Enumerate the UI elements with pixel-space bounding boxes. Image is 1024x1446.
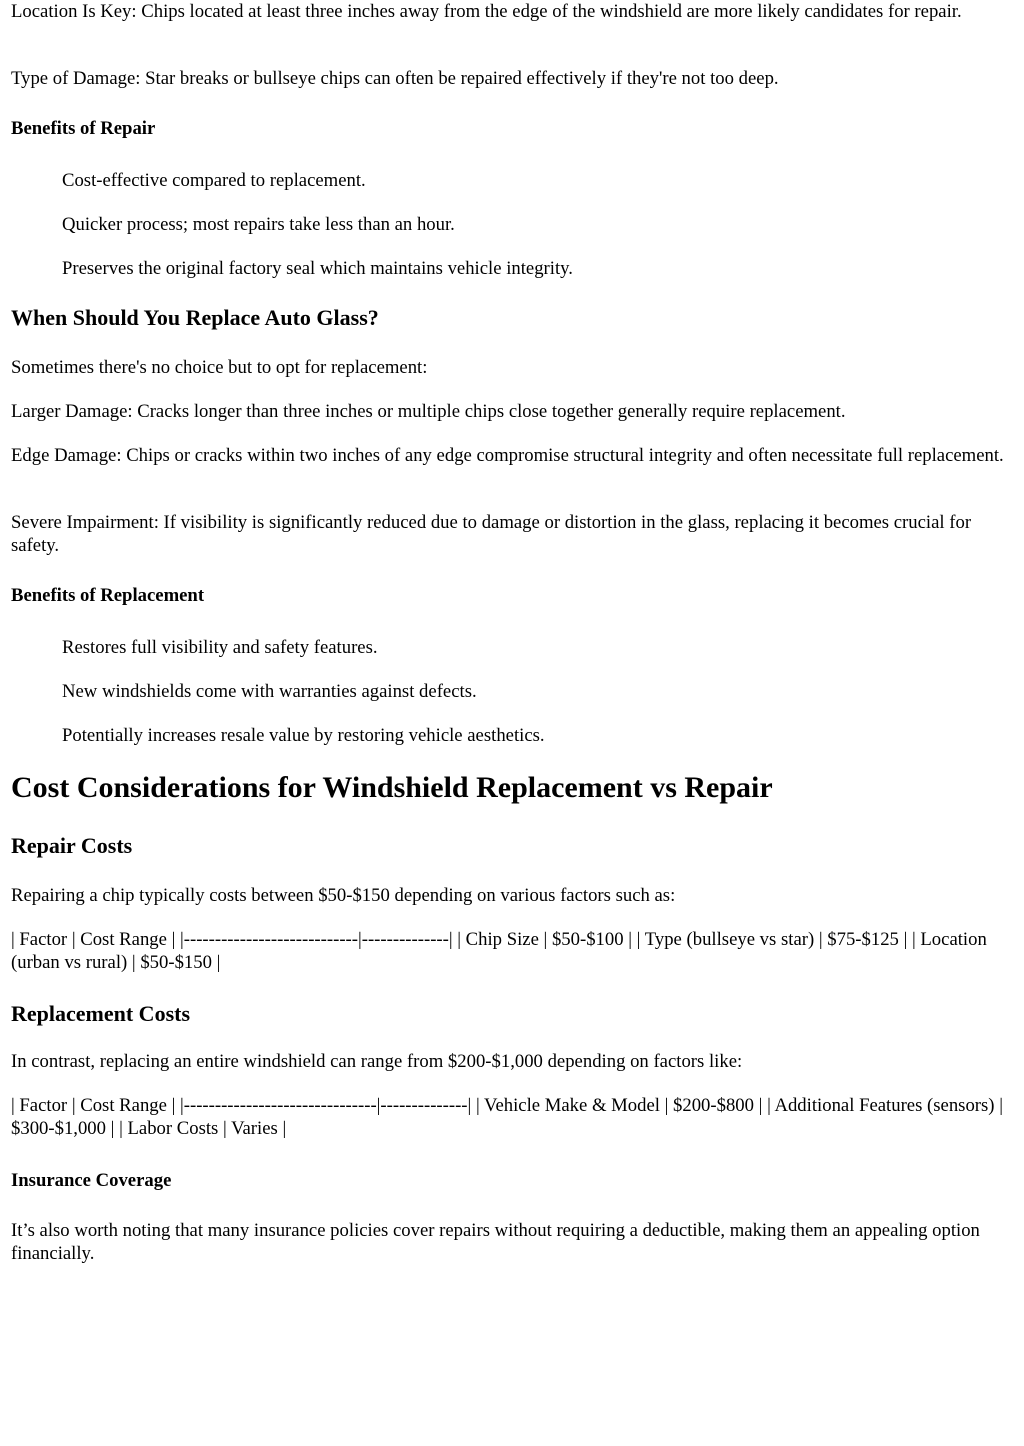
list-item-replacement-benefit: Restores full visibility and safety features. — [62, 637, 378, 658]
list-item-replacement-benefit: Potentially increases resale value by restoring vehicle aesthetics. — [62, 725, 545, 746]
heading-benefits-of-repair: Benefits of Repair — [11, 118, 156, 139]
paragraph-replacement-cost-table: | Factor | Cost Range | |-------------------------------|--------------| | Vehicle Make & Model | $200-$800 | | Additional Features (sensors) | $300-$1,000 | | Labor Costs | Varies | — [11, 1095, 1003, 1139]
heading-insurance-coverage: Insurance Coverage — [11, 1170, 172, 1191]
list-item-repair-benefit: Quicker process; most repairs take less than an hour. — [62, 214, 455, 235]
paragraph-repair-costs: Repairing a chip typically costs between $50-$150 depending on various factors such as: — [11, 885, 676, 906]
paragraph-larger-damage: Larger Damage: Cracks longer than three inches or multiple chips close together generally require replacement. — [11, 401, 846, 422]
list-item-replacement-benefit: New windshields come with warranties against defects. — [62, 681, 477, 702]
paragraph-damage-type: Type of Damage: Star breaks or bullseye chips can often be repaired effectively if they're not too deep. — [11, 68, 779, 89]
heading-replacement-costs: Replacement Costs — [11, 1001, 191, 1026]
paragraph-insurance: It’s also worth noting that many insurance policies cover repairs without requiring a deductible, making them an appealing option financially. — [11, 1220, 980, 1264]
paragraph-sometimes: Sometimes there's no choice but to opt for replacement: — [11, 357, 428, 378]
heading-when-replace: When Should You Replace Auto Glass? — [11, 305, 379, 330]
list-item-repair-benefit: Cost-effective compared to replacement. — [62, 170, 366, 191]
paragraph-replacement-costs: In contrast, replacing an entire windshield can range from $200-$1,000 depending on factors like: — [11, 1051, 743, 1072]
paragraph-severe-impairment: Severe Impairment: If visibility is significantly reduced due to damage or distortion in the glass, replacing it becomes crucial for safety. — [11, 512, 972, 556]
paragraph-repair-cost-table: | Factor | Cost Range | |----------------------------|--------------| | Chip Size | $50-$100 | | Type (bullseye vs star) | $75-$125 | | Location (urban vs rural) | $50-$150 | — [11, 929, 987, 973]
paragraph-location: Location Is Key: Chips located at least three inches away from the edge of the windshield are more likely candidates for repair. — [11, 1, 962, 22]
heading-repair-costs: Repair Costs — [11, 833, 133, 858]
paragraph-edge-damage: Edge Damage: Chips or cracks within two inches of any edge compromise structural integrity and often necessitate full replacement. — [11, 445, 1004, 466]
heading-benefits-of-replacement: Benefits of Replacement — [11, 585, 205, 606]
heading-cost-considerations: Cost Considerations for Windshield Replacement vs Repair — [11, 771, 773, 804]
list-item-repair-benefit: Preserves the original factory seal which maintains vehicle integrity. — [62, 258, 573, 279]
